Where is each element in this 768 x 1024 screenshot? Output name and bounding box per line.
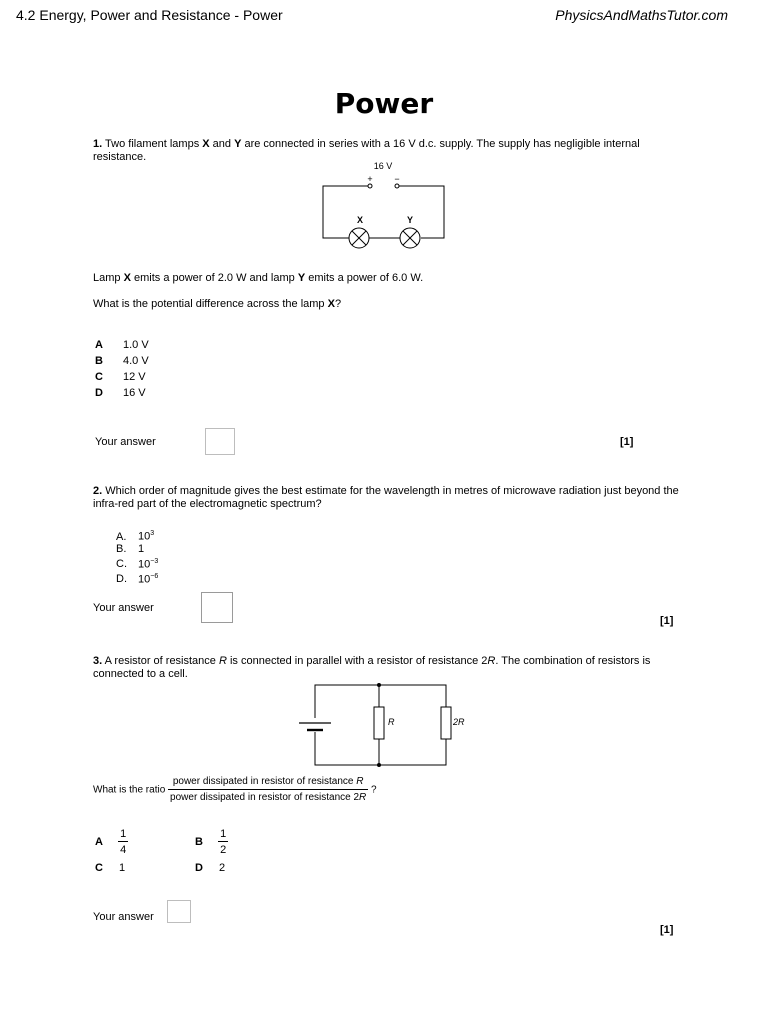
supply-voltage-label: 16 V	[373, 161, 393, 171]
question-3-option-b[interactable]: B $\frac{1}{2}$	[195, 828, 227, 856]
question-3-option-c[interactable]: C 1	[95, 862, 126, 874]
document-header-source: PhysicsAndMathsTutor.com	[555, 7, 728, 23]
lamp-x-symbol	[349, 228, 369, 248]
resistor-2r-symbol	[441, 707, 451, 739]
lamp-x-label: X	[356, 215, 364, 225]
resistor-2r-label: 2R	[453, 717, 465, 727]
question-2-number: 2.	[93, 485, 103, 497]
question-1-answer-box[interactable]	[205, 428, 235, 455]
question-3-text: 3. A resistor of resistance R is connected in parallel with a resistor of resistance 2R. The combination of resistors is connected to a cell.	[93, 655, 651, 680]
cell-symbol	[299, 723, 331, 730]
question-2-answer-label: Your answer	[93, 602, 154, 614]
question-3-marks: [1]	[660, 924, 674, 936]
question-1-statement: Lamp X emits a power of 2.0 W and lamp Y emits a power of 6.0 W.	[93, 272, 424, 284]
option-b[interactable]: B. 1	[116, 543, 145, 556]
positive-terminal-label: +	[367, 174, 373, 184]
question-2-text: 2. Which order of magnitude gives the best estimate for the wavelength in metres of microwave radiation just beyond the infra-red part of the electromagnetic spectrum?	[93, 485, 679, 510]
question-3-ratio: What is the ratio $\frac{\text{power dissipated in resistor of resistance R}}{\text{power dissipated in resistor of resistance 2R}}$ ?	[93, 776, 377, 803]
question-3-option-a[interactable]: A $\frac{1}{4}$	[95, 828, 127, 856]
lamp-y-label: Y	[406, 215, 414, 225]
resistor-r-label: R	[388, 717, 395, 727]
option-d[interactable]: D 16 V	[95, 387, 146, 399]
question-2-marks: [1]	[660, 615, 674, 627]
question-1-prompt: What is the potential difference across the lamp X?	[93, 298, 342, 310]
parallel-circuit-diagram	[296, 680, 465, 770]
option-d[interactable]: D. $10^{-6}$	[116, 572, 159, 586]
question-3-answer-label: Your answer	[93, 911, 154, 923]
lamp-y-symbol	[400, 228, 420, 248]
page-title: Power	[334, 87, 434, 120]
question-3-option-d[interactable]: D 2	[195, 862, 226, 874]
option-c[interactable]: C 12 V	[95, 371, 146, 383]
option-c[interactable]: C. $10^{-3}$	[116, 557, 159, 571]
negative-terminal-label: −	[394, 174, 400, 184]
document-header-title: 4.2 Energy, Power and Resistance - Power	[16, 7, 283, 23]
question-1-number: 1.	[93, 138, 103, 150]
series-circuit-diagram	[316, 158, 450, 250]
question-3-answer-box[interactable]	[167, 900, 191, 923]
question-1-text: 1. Two filament lamps X and Y are connected in series with a 16 V d.c. supply. The supply has negligible internal resistance.	[93, 138, 640, 163]
question-1-options	[95, 337, 149, 401]
question-1-marks: [1]	[620, 436, 634, 448]
question-1-answer-label: Your answer	[95, 436, 156, 448]
option-b[interactable]: B 4.0 V	[95, 355, 149, 367]
ratio-fraction: $\frac{\text{power dissipated in resistor of resistance R}}{\text{power dissipated in resistor of resistance 2R}}$	[170, 776, 367, 803]
question-2-answer-box[interactable]	[201, 592, 233, 623]
option-a[interactable]: A. $10^3$	[116, 530, 155, 543]
resistor-r-symbol	[374, 707, 384, 739]
option-a[interactable]: A 1.0 V	[95, 339, 149, 351]
question-2-options	[116, 528, 158, 586]
question-3-number: 3.	[93, 655, 103, 667]
